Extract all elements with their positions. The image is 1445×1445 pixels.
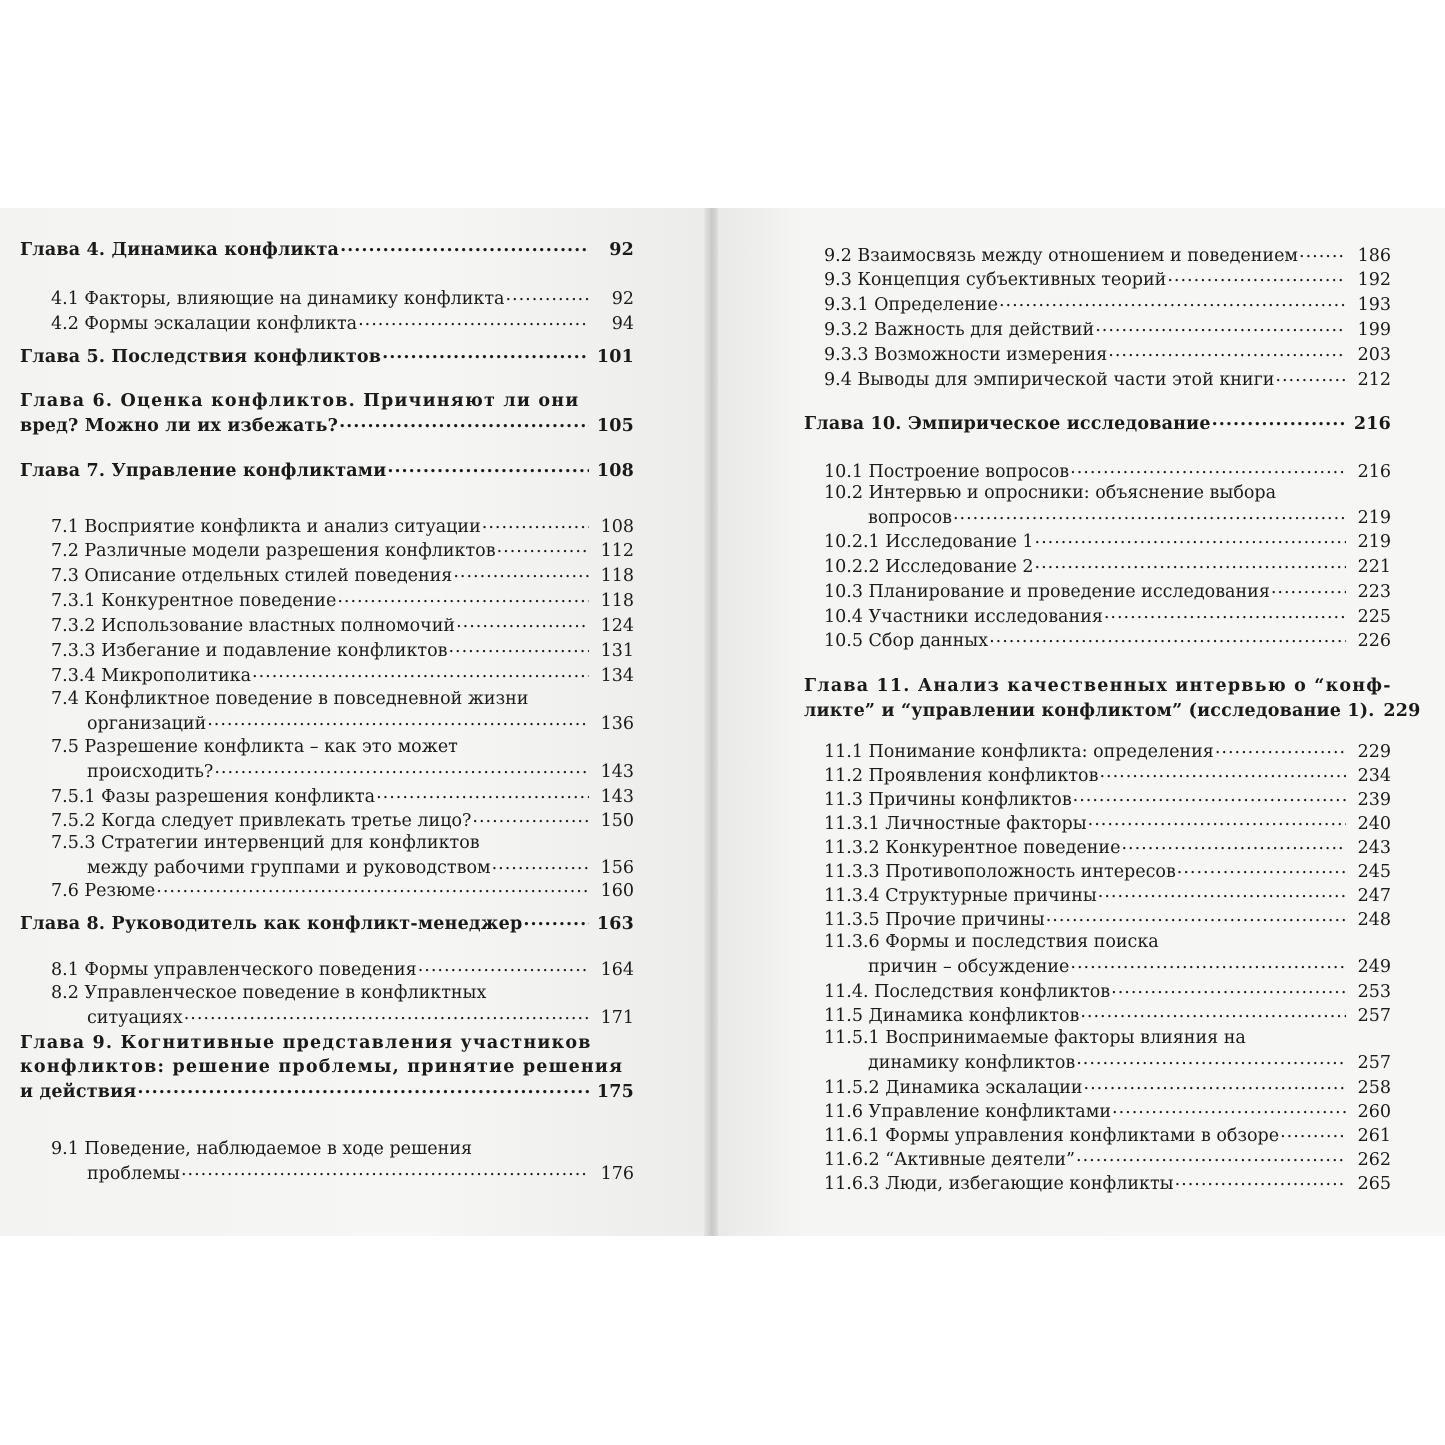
toc-section-entry <box>718 763 1391 788</box>
toc-entry-title: Глава 4. Динамика конфликта <box>20 240 340 260</box>
dot-leader <box>1104 604 1346 622</box>
toc-section-entry <box>718 931 1391 979</box>
toc-section-entry <box>718 529 1391 554</box>
toc-entry-title: 4.1 Факторы, влияющие на динамику конфликта <box>51 289 505 309</box>
toc-section-entry <box>20 878 634 903</box>
toc-section-entry <box>20 982 634 1030</box>
toc-section-entry <box>718 554 1391 579</box>
toc-entry-title: 4.2 Формы эскалации конфликта <box>51 314 358 334</box>
toc-page-number: 105 <box>596 416 634 436</box>
toc-section-entry <box>718 1003 1391 1028</box>
toc-page-number: 219 <box>1357 507 1391 528</box>
dot-leader <box>339 413 589 431</box>
toc-entry-title: 7.6 Резюме <box>51 881 156 901</box>
toc-section-entry <box>20 808 634 833</box>
toc-chapter-entry <box>20 1031 634 1104</box>
toc-entry-title: 10.2.2 Исследование 2 <box>824 557 1034 577</box>
dot-leader <box>1084 1075 1346 1093</box>
toc-chapter-entry <box>20 458 634 483</box>
toc-entry-title: 11.6.1 Формы управления конфликтами в обзоре <box>824 1126 1280 1146</box>
toc-section-entry <box>718 1099 1391 1124</box>
dot-leader <box>1175 1171 1346 1189</box>
toc-page-number: 136 <box>600 713 634 734</box>
toc-page-number: 265 <box>1357 1174 1391 1194</box>
toc-page-number: 239 <box>1357 790 1391 810</box>
toc-page-number: 240 <box>1357 814 1391 834</box>
toc-section-entry <box>20 957 634 982</box>
toc-section-entry <box>20 538 634 563</box>
dot-leader <box>1099 763 1346 781</box>
toc-section-entry <box>718 367 1391 392</box>
toc-page-number: 118 <box>600 591 634 611</box>
toc-chapter-entry <box>20 344 634 369</box>
toc-page-number: 92 <box>609 240 634 260</box>
toc-section-entry <box>20 736 634 784</box>
dot-leader <box>1080 1003 1346 1021</box>
toc-page-number: 245 <box>1357 862 1391 882</box>
toc-section-entry <box>718 883 1391 908</box>
dot-leader <box>207 711 589 729</box>
toc-section-entry <box>20 286 634 311</box>
toc-entry-title: 11.1 Понимание конфликта: определения <box>824 742 1214 762</box>
toc-entry-title: 8.1 Формы управленческого поведения <box>51 960 417 980</box>
toc-entry-title: 7.3.4 Микрополитика <box>51 666 252 686</box>
dot-leader <box>523 911 589 929</box>
dot-leader <box>340 237 589 255</box>
toc-page-number: 94 <box>611 314 634 334</box>
toc-entry-title: 11.6 Управление конфликтами <box>824 1102 1111 1122</box>
toc-entry-title: 7.5.3 Стратегии интервенций для конфликтов <box>51 833 480 853</box>
toc-page-number: 112 <box>600 541 634 561</box>
toc-section-entry <box>718 1171 1391 1196</box>
dot-leader <box>1299 243 1346 261</box>
dot-leader <box>1088 811 1346 829</box>
toc-section-entry <box>718 267 1391 292</box>
toc-page-number: 262 <box>1357 1150 1391 1170</box>
toc-entry-title: 7.5 Разрешение конфликта – как это может <box>51 737 458 757</box>
toc-entry-title: ситуациях <box>87 1007 183 1028</box>
toc-entry-title: Глава 8. Руководитель как конфликт-менеджер <box>20 914 523 934</box>
toc-entry-title: 11.3 Причины конфликтов <box>824 790 1072 810</box>
toc-entry-title: 11.3.5 Прочие причины <box>824 910 1045 930</box>
toc-section-entry <box>718 317 1391 342</box>
toc-page-number: 176 <box>600 1163 634 1184</box>
toc-section-entry <box>718 292 1391 317</box>
toc-chapter-entry <box>718 411 1391 436</box>
toc-entry-title: 8.2 Управленческое поведение в конфликтных <box>51 983 487 1003</box>
toc-entry-title: 7.1 Восприятие конфликта и анализ ситуации <box>51 517 481 537</box>
toc-page-number: 171 <box>600 1007 634 1028</box>
toc-section-entry <box>718 243 1391 268</box>
toc-entry-title: 10.1 Построение вопросов <box>824 462 1070 482</box>
toc-entry-title: между рабочими группами и руководством <box>87 857 491 878</box>
dot-leader <box>1212 411 1346 429</box>
toc-page-number: 160 <box>600 881 634 901</box>
toc-page-number: 248 <box>1357 910 1391 930</box>
toc-section-entry <box>718 739 1391 764</box>
dot-leader <box>1070 954 1346 972</box>
dot-leader <box>492 855 589 873</box>
dot-leader <box>1177 859 1346 877</box>
toc-entry-title: Глава 7. Управление конфликтами <box>20 461 387 481</box>
dot-leader <box>181 1161 589 1179</box>
toc-page-number: 253 <box>1357 982 1391 1002</box>
toc-page-number: 143 <box>600 761 634 782</box>
dot-leader <box>1215 739 1346 757</box>
toc-section-entry <box>718 811 1391 836</box>
toc-entry-title: 10.2 Интервью и опросники: объяснение выбора <box>824 483 1277 503</box>
dot-leader <box>456 613 589 631</box>
toc-section-entry <box>20 832 634 880</box>
toc-entry-title: 9.4 Выводы для эмпирической части этой книги <box>824 370 1275 390</box>
dot-leader <box>448 638 589 656</box>
toc-entry-title: 11.6.3 Люди, избегающие конфликты <box>824 1174 1174 1194</box>
dot-leader <box>505 286 589 304</box>
toc-section-entry <box>718 604 1391 629</box>
toc-page-number: 134 <box>600 666 634 686</box>
toc-page-number: 257 <box>1357 1006 1391 1026</box>
toc-entry-title: вопросов <box>868 507 952 528</box>
toc-entry-title: вред? Можно ли их избежать? <box>20 416 339 436</box>
toc-section-entry <box>20 613 634 638</box>
toc-entry-title: Глава 9. Когнитивные представления участников <box>20 1033 592 1053</box>
dot-leader <box>482 514 589 532</box>
toc-entry-title: 9.3 Концепция субъективных теорий <box>824 270 1167 290</box>
toc-section-entry <box>20 638 634 663</box>
dot-leader <box>358 311 589 329</box>
dot-leader <box>1070 459 1346 477</box>
dot-leader <box>497 538 589 556</box>
dot-leader <box>1046 907 1346 925</box>
dot-leader <box>156 878 589 896</box>
toc-section-entry <box>718 1027 1391 1075</box>
toc-entry-title: причин – обсуждение <box>868 956 1070 977</box>
toc-chapter-entry <box>20 237 634 262</box>
dot-leader <box>1073 787 1346 805</box>
toc-page-number: 203 <box>1357 345 1391 365</box>
toc-entry-title: 9.3.3 Возможности измерения <box>824 345 1108 365</box>
toc-entry-title: 7.5.2 Когда следует привлекать третье лицо? <box>51 811 472 831</box>
toc-page-number: 257 <box>1357 1052 1391 1073</box>
left-page <box>0 208 706 1236</box>
dot-leader <box>1121 835 1346 853</box>
toc-section-entry <box>20 784 634 809</box>
toc-section-entry <box>20 311 634 336</box>
toc-section-entry <box>718 628 1391 653</box>
dot-leader <box>1095 317 1346 335</box>
toc-page-number: 243 <box>1357 838 1391 858</box>
toc-section-entry <box>718 1147 1391 1172</box>
dot-leader <box>1035 554 1346 572</box>
toc-page-number: 234 <box>1357 766 1391 786</box>
toc-entry-title: 11.2 Проявления конфликтов <box>824 766 1099 786</box>
toc-chapter-entry <box>718 674 1421 723</box>
dot-leader <box>387 458 589 476</box>
toc-entry-title: 9.3.1 Определение <box>824 295 998 315</box>
toc-entry-title: организаций <box>87 713 207 734</box>
toc-entry-title: Глава 6. Оценка конфликтов. Причиняют ли они <box>20 391 580 411</box>
toc-entry-title: 11.3.6 Формы и последствия поиска <box>824 932 1159 952</box>
dot-leader <box>1076 1147 1346 1165</box>
toc-entry-title: конфликтов: решение проблемы, принятие решения <box>20 1057 624 1077</box>
dot-leader <box>989 628 1346 646</box>
toc-page-number: 118 <box>600 566 634 586</box>
toc-entry-title: 7.3.3 Избегание и подавление конфликтов <box>51 641 448 661</box>
toc-entry-title: 9.1 Поведение, наблюдаемое в ходе решения <box>51 1139 473 1159</box>
toc-section-entry <box>718 459 1391 484</box>
dot-leader <box>1167 267 1346 285</box>
toc-page-number: 226 <box>1357 631 1391 651</box>
toc-entry-title: 7.3.1 Конкурентное поведение <box>51 591 337 611</box>
dot-leader <box>137 1079 589 1097</box>
toc-chapter-entry <box>20 389 634 438</box>
toc-section-entry <box>20 588 634 613</box>
dot-leader <box>252 663 589 681</box>
toc-section-entry <box>718 1123 1391 1148</box>
toc-page-number: 225 <box>1357 607 1391 627</box>
dot-leader <box>1111 979 1346 997</box>
toc-page-number: 108 <box>600 517 634 537</box>
toc-section-entry <box>20 688 634 736</box>
dot-leader <box>418 957 589 975</box>
toc-page-number: 150 <box>600 811 634 831</box>
toc-page-number: 143 <box>600 787 634 807</box>
toc-entry-title: 10.4 Участники исследования <box>824 607 1103 627</box>
toc-entry-title: 7.3.2 Использование властных полномочий <box>51 616 456 636</box>
toc-page-number: 199 <box>1357 320 1391 340</box>
toc-page-number: 249 <box>1357 956 1391 977</box>
toc-page-number: 229 <box>1357 742 1391 762</box>
toc-section-entry <box>718 342 1391 367</box>
toc-entry-title: Глава 10. Эмпирическое исследование <box>804 414 1211 434</box>
toc-entry-title: проблемы <box>87 1163 180 1184</box>
toc-entry-title: 10.5 Сбор данных <box>824 631 989 651</box>
toc-page-number: 164 <box>600 960 634 980</box>
dot-leader <box>472 808 589 826</box>
toc-entry-title: происходить? <box>87 761 214 782</box>
toc-entry-title: 11.5.2 Динамика эскалации <box>824 1078 1083 1098</box>
dot-leader <box>337 588 589 606</box>
toc-section-entry <box>20 663 634 688</box>
dot-leader <box>999 292 1346 310</box>
toc-section-entry <box>718 579 1391 604</box>
toc-entry-title: и действия <box>20 1082 137 1102</box>
dot-leader <box>1112 1099 1346 1117</box>
toc-page-number: 212 <box>1357 370 1391 390</box>
toc-entry-title: 11.6.2 “Активные деятели” <box>824 1150 1076 1170</box>
toc-entry-title: 11.5 Динамика конфликтов <box>824 1006 1080 1026</box>
toc-entry-title: динамику конфликтов <box>868 1052 1076 1073</box>
toc-section-entry <box>718 787 1391 812</box>
toc-section-entry <box>718 859 1391 884</box>
toc-entry-title: 11.4. Последствия конфликтов <box>824 982 1111 1002</box>
toc-page-number: 124 <box>600 616 634 636</box>
toc-entry-title: 11.3.1 Личностные факторы <box>824 814 1087 834</box>
toc-section-entry <box>20 563 634 588</box>
dot-leader <box>953 505 1346 523</box>
toc-page-number: 193 <box>1357 295 1391 315</box>
toc-section-entry <box>718 482 1391 530</box>
toc-entry-title: 11.3.2 Конкурентное поведение <box>824 838 1121 858</box>
toc-entry-title: 11.3.3 Противоположность интересов <box>824 862 1176 882</box>
dot-leader <box>1076 1050 1346 1068</box>
toc-entry-title: 9.3.2 Важность для действий <box>824 320 1095 340</box>
toc-entry-title: 10.3 Планирование и проведение исследования <box>824 582 1270 602</box>
toc-page-number: 175 <box>596 1082 634 1102</box>
dot-leader <box>1271 579 1346 597</box>
dot-leader <box>382 344 589 362</box>
toc-page-number: 247 <box>1357 886 1391 906</box>
dot-leader <box>1280 1123 1346 1141</box>
toc-entry-title: 7.3 Описание отдельных стилей поведения <box>51 566 453 586</box>
toc-entry-title: 9.2 Взаимосвязь между отношением и поведением <box>824 246 1299 266</box>
toc-entry-title: ликте” и “управлении конфликтом” (исследование 1). <box>804 701 1375 721</box>
dot-leader <box>214 759 589 777</box>
dot-leader <box>376 784 589 802</box>
toc-page-number: 186 <box>1357 246 1391 266</box>
toc-section-entry <box>718 979 1391 1004</box>
dot-leader <box>1275 367 1346 385</box>
toc-page-number: 216 <box>1353 414 1391 434</box>
book-spread <box>0 208 1445 1236</box>
toc-section-entry <box>718 1075 1391 1100</box>
toc-page-number: 261 <box>1357 1126 1391 1146</box>
toc-page-number: 260 <box>1357 1102 1391 1122</box>
toc-page-number: 223 <box>1357 582 1391 602</box>
toc-page-number: 216 <box>1357 462 1391 482</box>
toc-entry-title: Глава 11. Анализ качественных интервью о “конф- <box>804 676 1392 696</box>
dot-leader <box>1098 883 1346 901</box>
toc-page-number: 101 <box>596 347 634 367</box>
toc-chapter-entry <box>20 911 634 936</box>
toc-section-entry <box>20 1138 634 1186</box>
toc-page-number: 131 <box>600 641 634 661</box>
toc-page-number: 229 <box>1383 701 1421 721</box>
toc-entry-title: Глава 5. Последствия конфликтов <box>20 347 382 367</box>
toc-page-number: 192 <box>1357 270 1391 290</box>
right-page <box>718 208 1445 1236</box>
toc-page-number: 92 <box>611 289 634 309</box>
dot-leader <box>184 1005 589 1023</box>
toc-section-entry <box>718 907 1391 932</box>
toc-section-entry <box>20 514 634 539</box>
toc-page-number: 221 <box>1357 557 1391 577</box>
dot-leader <box>1108 342 1346 360</box>
toc-section-entry <box>718 835 1391 860</box>
toc-entry-title: 7.4 Конфликтное поведение в повседневной жизни <box>51 689 529 709</box>
toc-entry-title: 10.2.1 Исследование 1 <box>824 532 1034 552</box>
toc-page-number: 156 <box>600 857 634 878</box>
dot-leader <box>1035 529 1346 547</box>
toc-entry-title: 11.5.1 Воспринимаемые факторы влияния на <box>824 1028 1246 1048</box>
toc-entry-title: 7.5.1 Фазы разрешения конфликта <box>51 787 376 807</box>
toc-page-number: 108 <box>596 461 634 481</box>
dot-leader <box>453 563 589 581</box>
toc-entry-title: 11.3.4 Структурные причины <box>824 886 1097 906</box>
toc-page-number: 258 <box>1357 1078 1391 1098</box>
toc-entry-title: 7.2 Различные модели разрешения конфликтов <box>51 541 496 561</box>
toc-page-number: 163 <box>596 914 634 934</box>
toc-page-number: 219 <box>1357 532 1391 552</box>
